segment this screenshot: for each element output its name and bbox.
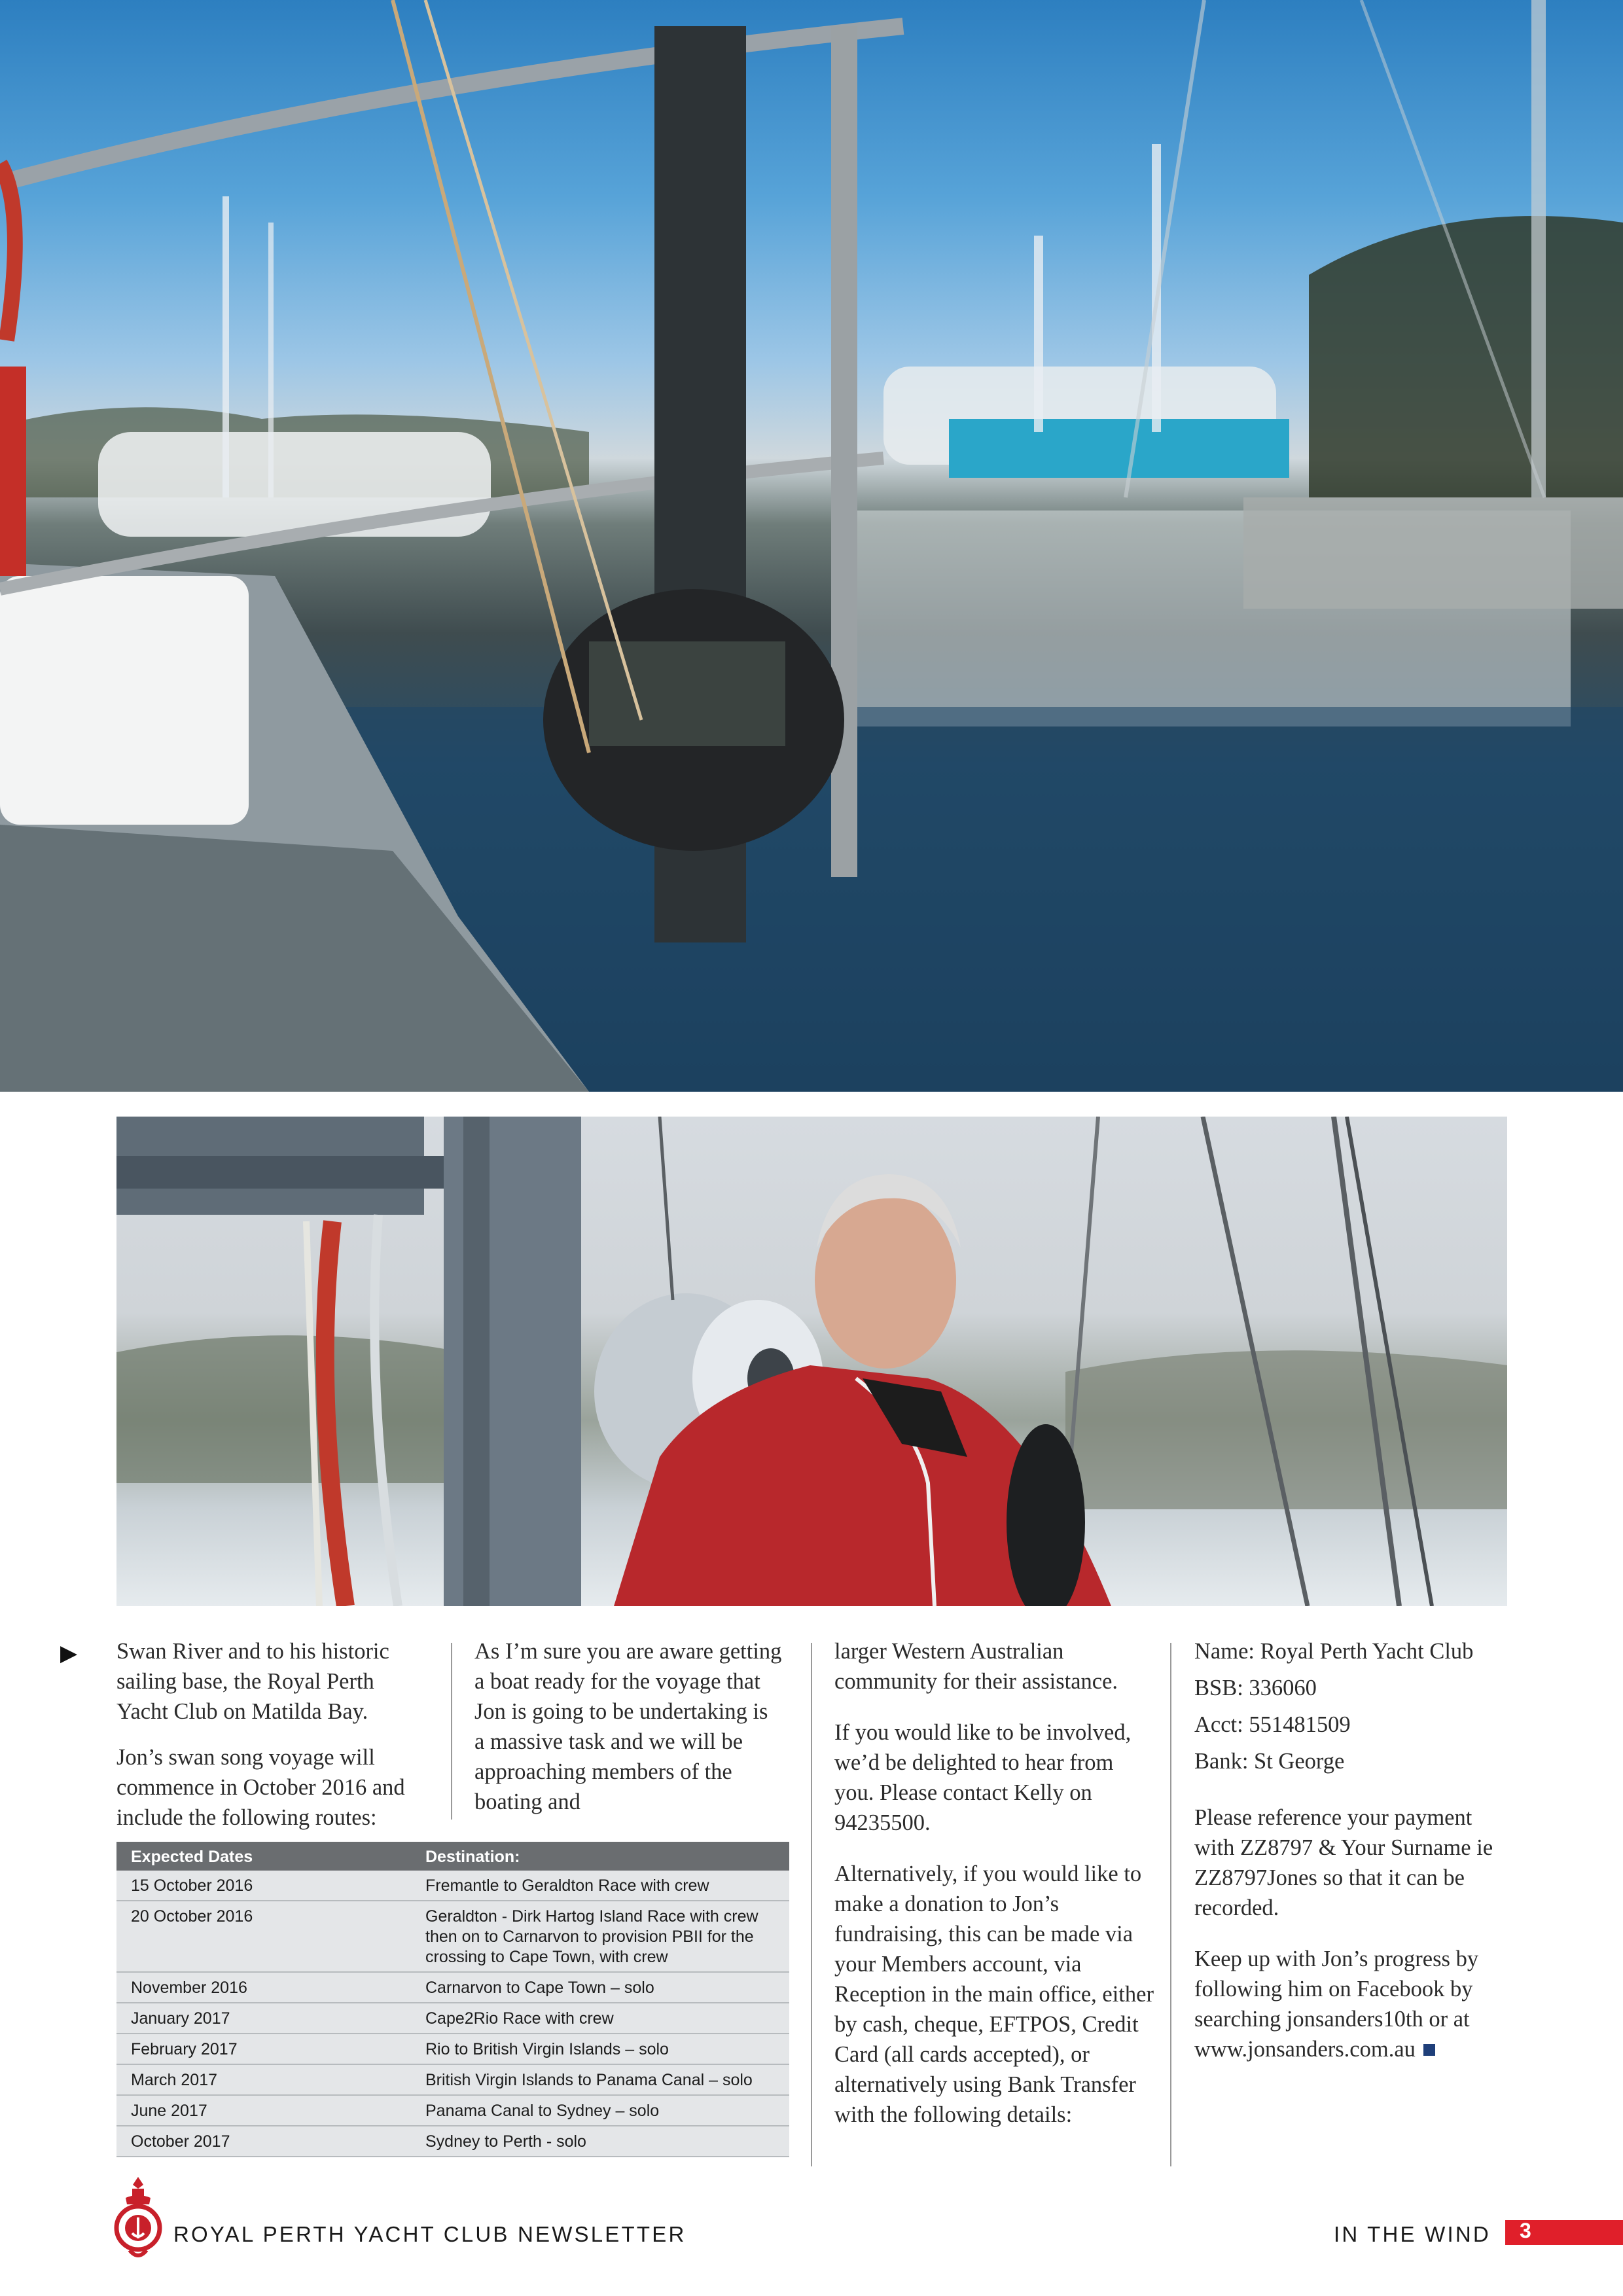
row-date: November 2016 xyxy=(131,1979,247,1997)
column-divider xyxy=(811,1643,812,2166)
row-date: October 2017 xyxy=(131,2132,230,2151)
row-date: January 2017 xyxy=(131,2009,230,2028)
table-row xyxy=(116,1901,789,1973)
column-3 xyxy=(834,1636,1155,2145)
paragraph: Swan River and to his historic sailing base, the Royal Perth Yacht Club on Matilda Bay. xyxy=(116,1639,389,1724)
paragraph xyxy=(1194,1944,1508,2064)
section-title: IN THE WIND xyxy=(1334,2222,1491,2246)
table-row xyxy=(116,1871,789,1901)
club-crest-icon xyxy=(113,2174,164,2263)
table-row xyxy=(116,2096,789,2126)
row-date: 20 October 2016 xyxy=(131,1907,253,1926)
column-divider xyxy=(1170,1643,1171,2166)
play-triangle-icon: ▶ xyxy=(60,1640,78,1666)
table-row xyxy=(116,2065,789,2096)
marina-illustration xyxy=(0,0,1623,1092)
bank-name: Name: Royal Perth Yacht Club xyxy=(1194,1639,1474,1664)
publication-title: ROYAL PERTH YACHT CLUB NEWSLETTER xyxy=(173,2222,687,2246)
table-row xyxy=(116,1973,789,2003)
row-date: February 2017 xyxy=(131,2040,238,2058)
bank-bsb: BSB: 336060 xyxy=(1194,1676,1317,1700)
column-4 xyxy=(1194,1636,1508,2080)
paragraph-text: Keep up with Jon’s progress by following him on Facebook by searching jonsanders10th or at www.jonsanders.com.au xyxy=(1194,1946,1479,2062)
row-destination: Geraldton - Dirk Hartog Island Race with crew then on to Carnarvon to provision PBII for the crossing to Cape Town, with crew xyxy=(425,1907,758,1966)
table-row xyxy=(116,2003,789,2034)
row-date: March 2017 xyxy=(131,2071,218,2089)
column-2 xyxy=(474,1636,782,1833)
paragraph: larger Western Australian community for their assistance. xyxy=(834,1639,1118,1694)
paragraph: Alternatively, if you would like to make a donation to Jon’s fundraising, this can be made via your Members account, via Reception in the main office, either by cash, cheque, EFTPOS, Credit Card (all cards accepted), or alternatively using Bank Transfer with the following details: xyxy=(834,1861,1154,2127)
row-destination: Rio to British Virgin Islands – solo xyxy=(425,2040,669,2058)
paragraph: Please reference your payment with ZZ8797 & Your Surname ie ZZ8797Jones so that it can be recorded. xyxy=(1194,1805,1493,1920)
row-date: June 2017 xyxy=(131,2102,207,2120)
header-expected-dates: Expected Dates xyxy=(131,1848,253,1866)
row-destination: Panama Canal to Sydney – solo xyxy=(425,2102,660,2120)
paragraph: If you would like to be involved, we’d be delighted to hear from you. Please contact Kelly on 94235500. xyxy=(834,1720,1132,1835)
row-destination: Cape2Rio Race with crew xyxy=(425,2009,614,2028)
table-row xyxy=(116,2034,789,2065)
row-date: 15 October 2016 xyxy=(131,1876,253,1895)
column-1 xyxy=(116,1636,424,1848)
portrait-illustration xyxy=(116,1117,1507,1606)
bank-account: Acct: 551481509 xyxy=(1194,1712,1351,1737)
table-header xyxy=(116,1842,789,1871)
row-destination: Sydney to Perth - solo xyxy=(425,2132,586,2151)
portrait-photo-jon-sanders xyxy=(116,1117,1507,1606)
page-number: 3 xyxy=(1520,2219,1531,2242)
paragraph: Jon’s swan song voyage will commence in October 2016 and include the following routes: xyxy=(116,1745,405,1830)
square-bullet-icon xyxy=(1423,2044,1435,2056)
bank-bank: Bank: St George xyxy=(1194,1749,1345,1774)
routes-table xyxy=(116,1842,789,2157)
hero-photo-marina xyxy=(0,0,1623,1092)
column-divider xyxy=(451,1643,452,1820)
row-destination: British Virgin Islands to Panama Canal – solo xyxy=(425,2071,753,2089)
table-row xyxy=(116,2126,789,2157)
row-destination: Carnarvon to Cape Town – solo xyxy=(425,1979,654,1997)
paragraph: As I’m sure you are aware getting a boat ready for the voyage that Jon is going to be undertaking is a massive task and we will be approaching members of the boating and xyxy=(474,1639,782,1814)
header-destination: Destination: xyxy=(425,1848,520,1866)
row-destination: Fremantle to Geraldton Race with crew xyxy=(425,1876,709,1895)
